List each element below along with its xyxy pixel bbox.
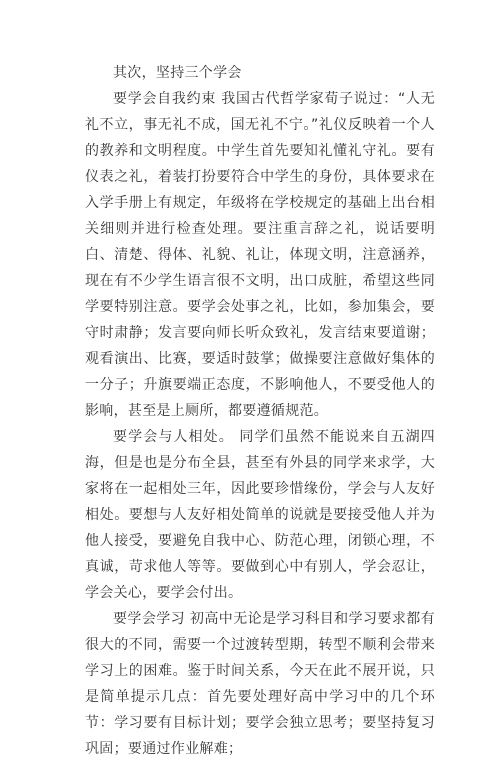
paragraph-learning: 要学会学习 初高中无论是学习科目和学习要求都有很大的不同，需要一个过渡转型期，转型不顺利会带来学习上的困难。鉴于时间关系，今天在此不展开说，只是简单提示几点：首先要处理好高中学习中的几个环节：学习要有目标计划；要学会独立思考；要坚持复习巩固；要通过作业解难； <box>85 611 435 757</box>
paragraph-getting-along: 要学会与人相处。 同学们虽然不能说来自五湖四海，但是也是分布全县，甚至有外县的同学来求学，大家将在一起相处三年，因此要珍惜缘份，学会与人友好相处。要想与人友好相处简单的说就是要接受他人并为他人接受，要避免自我中心、防范心理，闭锁心理，不真诚，苛求他人等等。要做到心中有别人，学会忍让，学会关心，要学会付出。 <box>85 429 435 601</box>
document-body <box>85 60 435 762</box>
section-heading: 其次，坚持三个学会 <box>113 65 242 81</box>
paragraph-self-discipline: 要学会自我约束 我国古代哲学家荀子说过：“人无礼不立，事无礼不成，国无礼不宁。”礼仪反映着一个人的教养和文明程度。中学生首先要知礼懂礼守礼。要有仪表之礼，着装打扮要符合中学生的身份，具体要求在入学手册上有规定，年级将在学校规定的基础上出台相关细则并进行检查处理。要注重言辞之礼，说话要明白、清楚、得体、礼貌、礼让，体现文明，注意涵养，现在有不少学生语言很不文明，出口成脏，希望这些同学要特别注意。要学会处事之礼，比如，参加集会，要守时肃静；发言要向师长听众致礼，发言结束要道谢；观看演出、比赛，要适时鼓掌；做操要注意做好集体的一分子；升旗要端正态度，不影响他人，不要受他人的影响，甚至是上厕所，都要遵循规范。 <box>85 91 435 419</box>
